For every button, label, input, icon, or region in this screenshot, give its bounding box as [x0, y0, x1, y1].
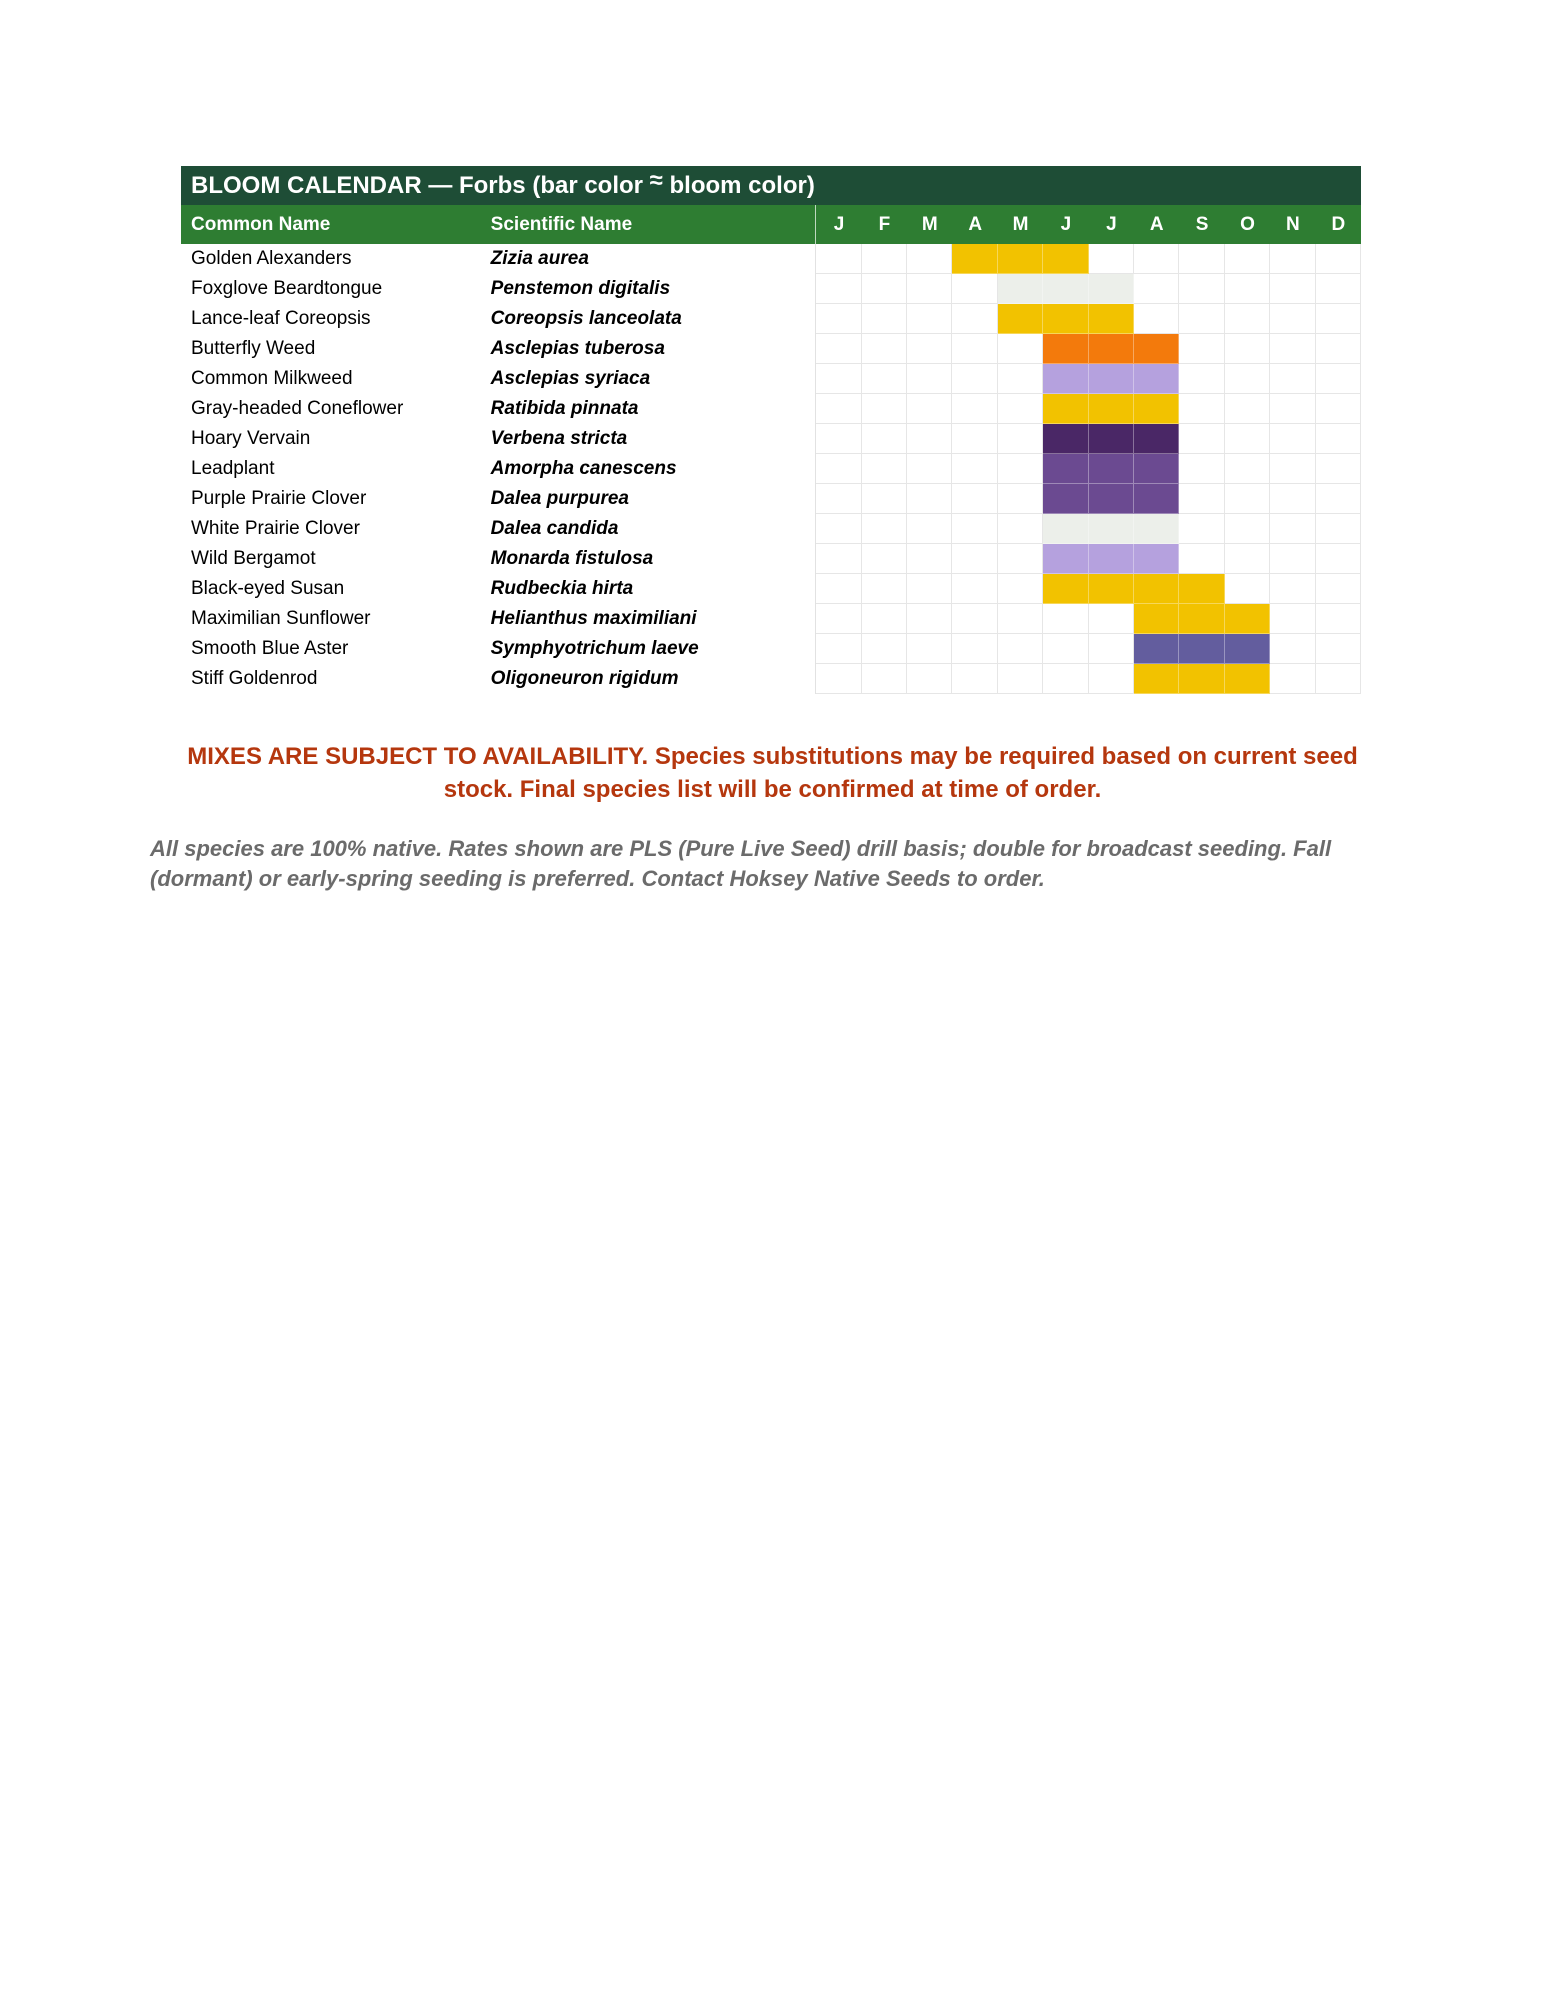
species-row [181, 484, 1361, 514]
common-name-cell: Butterfly Weed [191, 338, 316, 359]
month-cell [907, 454, 952, 484]
month-cell [816, 454, 861, 484]
month-cell [998, 334, 1043, 364]
month-cell [998, 514, 1043, 544]
month-header: J [833, 214, 845, 235]
month-cell [1316, 574, 1361, 604]
common-name-header: Common Name [191, 214, 331, 235]
month-cell [907, 574, 952, 604]
species-row [181, 664, 1361, 694]
common-name-cell: Hoary Vervain [191, 428, 311, 449]
month-header: M [921, 214, 938, 235]
month-cell [907, 544, 952, 574]
month-cell [1179, 394, 1224, 424]
bloom-bar-cell [1089, 364, 1134, 394]
month-cell [1179, 454, 1224, 484]
month-cell [998, 664, 1043, 694]
month-cell [1043, 664, 1088, 694]
bloom-months [815, 274, 1361, 304]
month-cell [862, 394, 907, 424]
month-cell [816, 244, 861, 274]
bloom-bar-cell [1179, 574, 1224, 604]
month-cell [952, 304, 997, 334]
bloom-months [815, 544, 1361, 574]
species-row [181, 634, 1361, 664]
bloom-bar-cell [1179, 604, 1224, 634]
month-cell [1179, 334, 1224, 364]
common-name-cell: Leadplant [191, 458, 275, 479]
bloom-months [815, 664, 1361, 694]
month-cell [952, 634, 997, 664]
species-row [181, 244, 1361, 274]
month-cell [1316, 634, 1361, 664]
bloom-bar-cell [1225, 604, 1270, 634]
bloom-months [815, 574, 1361, 604]
month-cell [862, 424, 907, 454]
month-cell [952, 514, 997, 544]
month-cell [907, 274, 952, 304]
month-cell [1270, 454, 1315, 484]
species-row [181, 394, 1361, 424]
month-cell [1225, 544, 1270, 574]
bloom-bar-cell [1043, 424, 1088, 454]
month-cell [1225, 304, 1270, 334]
month-cell [1316, 244, 1361, 274]
month-cell [907, 664, 952, 694]
month-cell [952, 394, 997, 424]
scientific-name-cell: Symphyotrichum laeve [490, 638, 699, 659]
month-cell [1179, 364, 1224, 394]
bloom-calendar-title [181, 166, 1361, 205]
month-cell [1225, 484, 1270, 514]
bloom-months [815, 634, 1361, 664]
month-cell [862, 364, 907, 394]
species-row [181, 424, 1361, 454]
bloom-bar-cell [998, 274, 1043, 304]
common-name-cell: Wild Bergamot [191, 548, 316, 569]
bloom-bar-cell [1134, 574, 1179, 604]
month-cell [998, 544, 1043, 574]
species-row [181, 454, 1361, 484]
month-cell [1179, 424, 1224, 454]
month-cell [1270, 574, 1315, 604]
month-cell [1179, 304, 1224, 334]
common-name-cell: Common Milkweed [191, 368, 353, 389]
month-cell [816, 274, 861, 304]
month-cell [1316, 484, 1361, 514]
month-header: N [1286, 214, 1300, 235]
month-cell [907, 394, 952, 424]
month-cell [1089, 244, 1134, 274]
month-cell [862, 664, 907, 694]
bloom-bar-cell [1043, 244, 1088, 274]
bloom-months [815, 604, 1361, 634]
scientific-name-cell: Dalea candida [490, 518, 619, 539]
month-cell [1225, 424, 1270, 454]
bloom-bar-cell [1043, 574, 1088, 604]
bloom-bar-cell [1043, 334, 1088, 364]
month-cell [816, 364, 861, 394]
scientific-name-cell: Zizia aurea [490, 248, 589, 269]
month-cell [1225, 364, 1270, 394]
month-cell [1179, 514, 1224, 544]
species-row [181, 514, 1361, 544]
month-header: A [1149, 214, 1164, 235]
bloom-calendar-table [181, 166, 1361, 694]
common-name-cell: Stiff Goldenrod [191, 668, 318, 689]
month-cell [1225, 574, 1270, 604]
month-cell [952, 484, 997, 514]
month-cell [952, 544, 997, 574]
month-header: O [1240, 214, 1255, 235]
month-cell [952, 454, 997, 484]
scientific-name-cell: Amorpha canescens [490, 458, 677, 479]
month-cell [952, 334, 997, 364]
month-cell [1225, 274, 1270, 304]
common-name-cell: White Prairie Clover [191, 518, 360, 539]
bloom-bar-cell [1043, 454, 1088, 484]
bloom-bar-cell [998, 304, 1043, 334]
scientific-name-header: Scientific Name [490, 214, 633, 235]
month-cell [1179, 484, 1224, 514]
month-cell [1270, 664, 1315, 694]
bloom-months [815, 424, 1361, 454]
month-cell [816, 394, 861, 424]
bloom-bar-cell [1179, 664, 1224, 694]
species-row [181, 604, 1361, 634]
month-cell [1270, 544, 1315, 574]
bloom-months [815, 454, 1361, 484]
title-text: BLOOM CALENDAR — Forbs (bar color [191, 172, 650, 199]
month-cell [907, 304, 952, 334]
month-header: J [1106, 214, 1117, 235]
month-cell [862, 634, 907, 664]
scientific-name-cell: Penstemon digitalis [490, 278, 671, 299]
month-cell [1270, 484, 1315, 514]
bloom-months [815, 364, 1361, 394]
month-cell [952, 274, 997, 304]
bloom-bar-cell [1134, 664, 1179, 694]
month-cell [862, 514, 907, 544]
month-cell [816, 634, 861, 664]
month-cell [1270, 394, 1315, 424]
month-cell [1316, 274, 1361, 304]
common-name-cell: Black-eyed Susan [191, 578, 345, 599]
bloom-bar-cell [1089, 304, 1134, 334]
scientific-name-cell: Helianthus maximiliani [490, 608, 697, 629]
bloom-months [815, 514, 1361, 544]
month-cell [862, 334, 907, 364]
bloom-bar-cell [1043, 274, 1088, 304]
month-cell [816, 664, 861, 694]
month-cell [1043, 634, 1088, 664]
month-cell [907, 364, 952, 394]
month-cell [1316, 334, 1361, 364]
scientific-name-cell: Dalea purpurea [490, 488, 629, 509]
month-cell [1270, 634, 1315, 664]
month-cell [1316, 514, 1361, 544]
month-cell [1225, 244, 1270, 274]
month-cell [1225, 334, 1270, 364]
scientific-name-cell: Verbena stricta [490, 428, 628, 449]
bloom-bar-cell [1134, 484, 1179, 514]
bloom-bar-cell [1134, 604, 1179, 634]
month-cell [816, 304, 861, 334]
month-cell [816, 424, 861, 454]
month-cell [1270, 424, 1315, 454]
month-cell [862, 304, 907, 334]
scientific-name-cell: Asclepias syriaca [490, 368, 651, 389]
bloom-bar-cell [1089, 454, 1134, 484]
month-cell [1179, 244, 1224, 274]
month-cell [1043, 604, 1088, 634]
bloom-months [815, 334, 1361, 364]
month-header: A [968, 214, 983, 235]
month-cell [1270, 514, 1315, 544]
month-cell [1179, 274, 1224, 304]
month-cell [862, 274, 907, 304]
common-name-cell: Gray-headed Coneflower [191, 398, 404, 419]
month-cell [1179, 544, 1224, 574]
scientific-name-cell: Rudbeckia hirta [490, 578, 634, 599]
month-cell [1270, 304, 1315, 334]
month-cell [862, 454, 907, 484]
month-header: M [1012, 214, 1029, 235]
month-cell [907, 604, 952, 634]
bloom-bar-cell [952, 244, 997, 274]
species-row [181, 274, 1361, 304]
month-cell [1270, 334, 1315, 364]
month-cell [952, 364, 997, 394]
month-cell [998, 394, 1043, 424]
month-cell [862, 484, 907, 514]
bloom-bar-cell [1134, 394, 1179, 424]
scientific-name-cell: Oligoneuron rigidum [490, 668, 679, 689]
month-cell [1316, 604, 1361, 634]
month-cell [952, 664, 997, 694]
bloom-months [815, 244, 1361, 274]
month-cell [1316, 664, 1361, 694]
month-cell [816, 544, 861, 574]
bloom-bar-cell [1225, 634, 1270, 664]
month-cell [862, 244, 907, 274]
month-cell [907, 634, 952, 664]
month-cell [1316, 454, 1361, 484]
bloom-months [815, 304, 1361, 334]
month-header: D [1331, 214, 1346, 235]
month-cell [816, 514, 861, 544]
title-end-text: bloom color) [662, 172, 815, 199]
month-cell [1316, 394, 1361, 424]
bloom-bar-cell [1089, 424, 1134, 454]
common-name-cell: Lance-leaf Coreopsis [191, 308, 371, 329]
common-name-cell: Golden Alexanders [191, 248, 352, 269]
month-cell [1134, 304, 1179, 334]
bloom-bar-cell [1134, 514, 1179, 544]
month-cell [1225, 454, 1270, 484]
month-cell [998, 604, 1043, 634]
bloom-bar-cell [1134, 334, 1179, 364]
bloom-bar-cell [1134, 454, 1179, 484]
month-cell [907, 244, 952, 274]
bloom-bar-cell [1043, 544, 1088, 574]
common-name-cell: Maximilian Sunflower [191, 608, 371, 629]
month-cell [1134, 244, 1179, 274]
month-headers [815, 205, 1361, 244]
species-row [181, 334, 1361, 364]
bloom-bar-cell [1043, 304, 1088, 334]
month-cell [998, 634, 1043, 664]
month-header: J [1060, 214, 1072, 235]
bloom-months [815, 484, 1361, 514]
bloom-bar-cell [1134, 364, 1179, 394]
month-cell [862, 574, 907, 604]
month-cell [1134, 274, 1179, 304]
month-cell [952, 604, 997, 634]
bloom-bar-cell [1134, 424, 1179, 454]
species-row [181, 544, 1361, 574]
month-cell [1316, 304, 1361, 334]
common-name-cell: Purple Prairie Clover [191, 488, 367, 509]
month-cell [816, 604, 861, 634]
month-cell [998, 454, 1043, 484]
column-header-row [181, 205, 1361, 244]
bloom-bar-cell [1089, 484, 1134, 514]
bloom-bar-cell [1089, 274, 1134, 304]
bloom-bar-cell [1134, 544, 1179, 574]
title-approx-symbol: ≈ [649, 167, 663, 194]
seeding-footnote: All species are 100% native. Rates shown are PLS (Pure Live Seed) drill basis; double for broadcast seeding. Fall (dormant) or early-spring seeding is preferred. Contact Hoksey Native Seeds to order. [150, 836, 1332, 891]
month-cell [1270, 364, 1315, 394]
bloom-bar-cell [1043, 364, 1088, 394]
month-cell [1270, 244, 1315, 274]
common-name-cell: Foxglove Beardtongue [191, 278, 383, 299]
bloom-bar-cell [1089, 544, 1134, 574]
bloom-bar-cell [1179, 634, 1224, 664]
month-header: F [878, 214, 891, 235]
month-cell [952, 424, 997, 454]
species-rows [181, 244, 1361, 694]
month-cell [862, 544, 907, 574]
bloom-bar-cell [1089, 574, 1134, 604]
month-cell [1270, 604, 1315, 634]
scientific-name-cell: Ratibida pinnata [490, 398, 639, 419]
month-header: S [1195, 214, 1209, 235]
bloom-bar-cell [1134, 634, 1179, 664]
month-cell [998, 574, 1043, 604]
bloom-bar-cell [1225, 664, 1270, 694]
bloom-bar-cell [1043, 484, 1088, 514]
month-cell [1316, 544, 1361, 574]
month-cell [907, 334, 952, 364]
common-name-cell: Smooth Blue Aster [191, 638, 349, 659]
month-cell [1316, 424, 1361, 454]
month-cell [816, 574, 861, 604]
month-cell [998, 424, 1043, 454]
month-cell [1225, 514, 1270, 544]
bloom-months [815, 394, 1361, 424]
scientific-name-cell: Monarda fistulosa [490, 548, 654, 569]
month-cell [952, 574, 997, 604]
bloom-bar-cell [1043, 394, 1088, 424]
month-cell [1270, 274, 1315, 304]
month-cell [907, 514, 952, 544]
bloom-bar-cell [1043, 514, 1088, 544]
scientific-name-cell: Coreopsis lanceolata [490, 308, 682, 329]
species-row [181, 304, 1361, 334]
availability-notice: MIXES ARE SUBJECT TO AVAILABILITY. Species substitutions may be required based on current seed stock. Final species list will be confirmed at time of order. [187, 743, 1358, 803]
bloom-bar-cell [1089, 514, 1134, 544]
species-row [181, 364, 1361, 394]
month-cell [862, 604, 907, 634]
bloom-bar-cell [1089, 334, 1134, 364]
month-cell [1225, 394, 1270, 424]
month-cell [907, 484, 952, 514]
month-cell [998, 364, 1043, 394]
month-cell [1089, 634, 1134, 664]
month-cell [1316, 364, 1361, 394]
species-row [181, 574, 1361, 604]
month-cell [998, 484, 1043, 514]
month-cell [816, 484, 861, 514]
month-cell [1089, 664, 1134, 694]
month-cell [816, 334, 861, 364]
bloom-bar-cell [998, 244, 1043, 274]
month-cell [907, 424, 952, 454]
scientific-name-cell: Asclepias tuberosa [490, 338, 665, 359]
month-cell [1089, 604, 1134, 634]
bloom-bar-cell [1089, 394, 1134, 424]
